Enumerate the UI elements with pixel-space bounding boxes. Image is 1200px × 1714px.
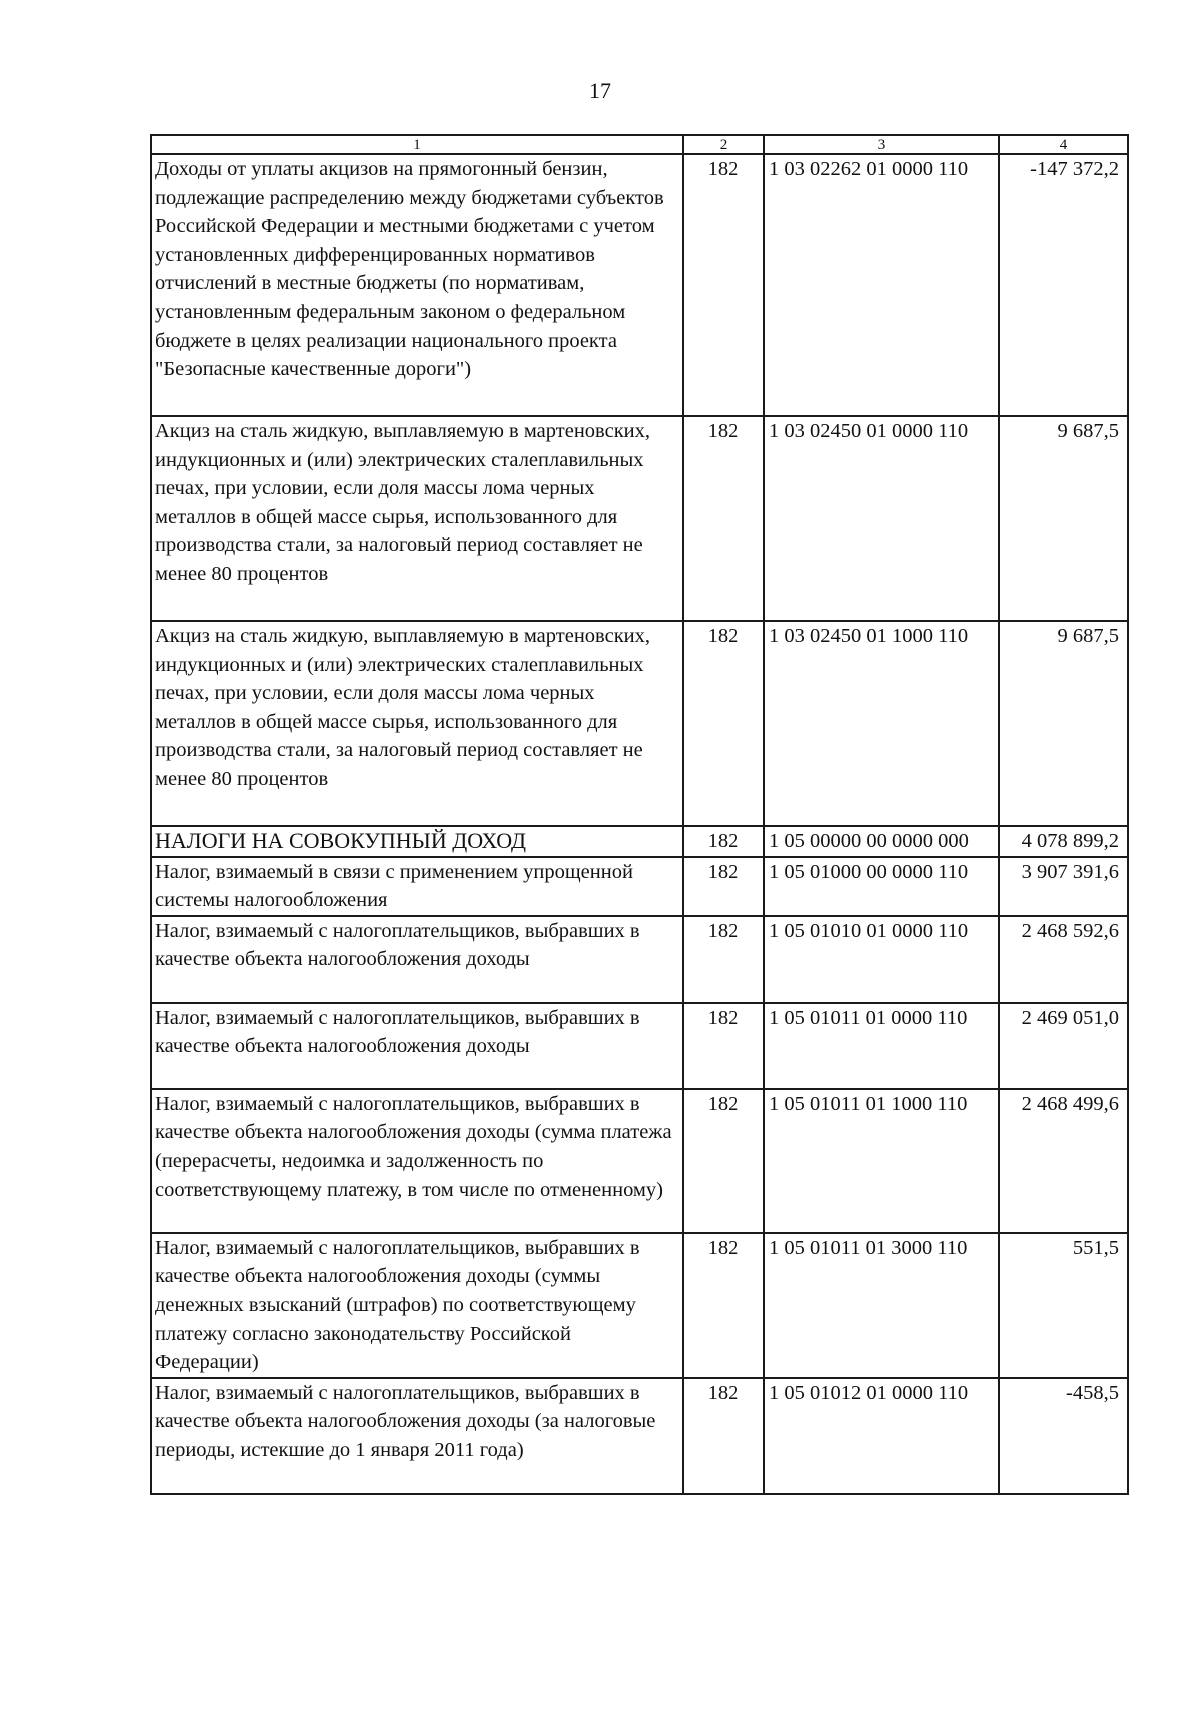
admin-code: 182 <box>683 857 764 916</box>
budget-code: 1 05 01011 01 0000 110 <box>764 1003 999 1089</box>
amount: 551,5 <box>999 1233 1128 1378</box>
admin-code: 182 <box>683 621 764 826</box>
table-row <box>151 1233 1128 1378</box>
revenue-name: Налог, взимаемый с налогоплательщиков, выбравших в качестве объекта налогообложения доходы <box>151 916 683 1003</box>
column-number: 4 <box>999 135 1128 154</box>
amount: 3 907 391,6 <box>999 857 1128 916</box>
column-number: 3 <box>764 135 999 154</box>
revenue-name: Доходы от уплаты акцизов на прямогонный бензин, подлежащие распределению между бюджетами субъектов Российской Федерации и местными бюджетами с учетом установленных дифференцированных нормативов отчислений в местные бюджеты (по нормативам, установленным федеральным законом о федеральном бюджете в целях реализации национального проекта "Безопасные качественные дороги") <box>151 154 683 416</box>
budget-code: 1 05 01011 01 3000 110 <box>764 1233 999 1378</box>
page-number: 17 <box>589 78 611 103</box>
admin-code: 182 <box>683 916 764 1003</box>
column-number-row <box>151 135 1128 154</box>
revenue-name: Налог, взимаемый с налогоплательщиков, выбравших в качестве объекта налогообложения доходы (сумма платежа (перерасчеты, недоимка и задолженность по соответствующему платежу, в том числе по отмененному) <box>151 1089 683 1233</box>
amount: 2 469 051,0 <box>999 1003 1128 1089</box>
admin-code: 182 <box>683 154 764 416</box>
admin-code: 182 <box>683 1089 764 1233</box>
table-row <box>151 1003 1128 1089</box>
revenue-name: Налог, взимаемый с налогоплательщиков, выбравших в качестве объекта налогообложения доходы (суммы денежных взысканий (штрафов) по соответствующему платежу согласно законодательству Российской Федерации) <box>151 1233 683 1378</box>
revenue-name: Налог, взимаемый в связи с применением упрощенной системы налогообложения <box>151 857 683 916</box>
budget-code: 1 05 01000 00 0000 110 <box>764 857 999 916</box>
budget-code: 1 05 00000 00 0000 000 <box>764 826 999 857</box>
amount: 9 687,5 <box>999 621 1128 826</box>
budget-code: 1 03 02262 01 0000 110 <box>764 154 999 416</box>
table-row <box>151 857 1128 916</box>
amount: 2 468 499,6 <box>999 1089 1128 1233</box>
amount: -458,5 <box>999 1378 1128 1494</box>
revenue-name: Налог, взимаемый с налогоплательщиков, выбравших в качестве объекта налогообложения доходы <box>151 1003 683 1089</box>
table-row <box>151 1089 1128 1233</box>
table-row <box>151 1378 1128 1494</box>
budget-code: 1 03 02450 01 0000 110 <box>764 416 999 621</box>
revenue-name: Акциз на сталь жидкую, выплавляемую в мартеновских, индукционных и (или) электрических сталеплавильных печах, при условии, если доля массы лома черных металлов в общей массе сырья, использованного для производства стали, за налоговый период составляет не менее 80 процентов <box>151 621 683 826</box>
budget-code: 1 05 01010 01 0000 110 <box>764 916 999 1003</box>
amount: -147 372,2 <box>999 154 1128 416</box>
admin-code: 182 <box>683 1233 764 1378</box>
table-row <box>151 826 1128 857</box>
admin-code: 182 <box>683 1003 764 1089</box>
budget-code: 1 05 01012 01 0000 110 <box>764 1378 999 1494</box>
revenue-name: Налог, взимаемый с налогоплательщиков, выбравших в качестве объекта налогообложения доходы (за налоговые периоды, истекшие до 1 января 2011 года) <box>151 1378 683 1494</box>
budget-code: 1 05 01011 01 1000 110 <box>764 1089 999 1233</box>
amount: 2 468 592,6 <box>999 916 1128 1003</box>
table-row <box>151 154 1128 416</box>
column-number: 1 <box>151 135 683 154</box>
admin-code: 182 <box>683 1378 764 1494</box>
revenue-table <box>150 134 1129 1495</box>
table-row <box>151 621 1128 826</box>
admin-code: 182 <box>683 416 764 621</box>
table-row <box>151 916 1128 1003</box>
admin-code: 182 <box>683 826 764 857</box>
amount: 9 687,5 <box>999 416 1128 621</box>
amount: 4 078 899,2 <box>999 826 1128 857</box>
section-heading: НАЛОГИ НА СОВОКУПНЫЙ ДОХОД <box>151 826 683 857</box>
table-row <box>151 416 1128 621</box>
budget-code: 1 03 02450 01 1000 110 <box>764 621 999 826</box>
revenue-name: Акциз на сталь жидкую, выплавляемую в мартеновских, индукционных и (или) электрических сталеплавильных печах, при условии, если доля массы лома черных металлов в общей массе сырья, использованного для производства стали, за налоговый период составляет не менее 80 процентов <box>151 416 683 621</box>
column-number: 2 <box>683 135 764 154</box>
